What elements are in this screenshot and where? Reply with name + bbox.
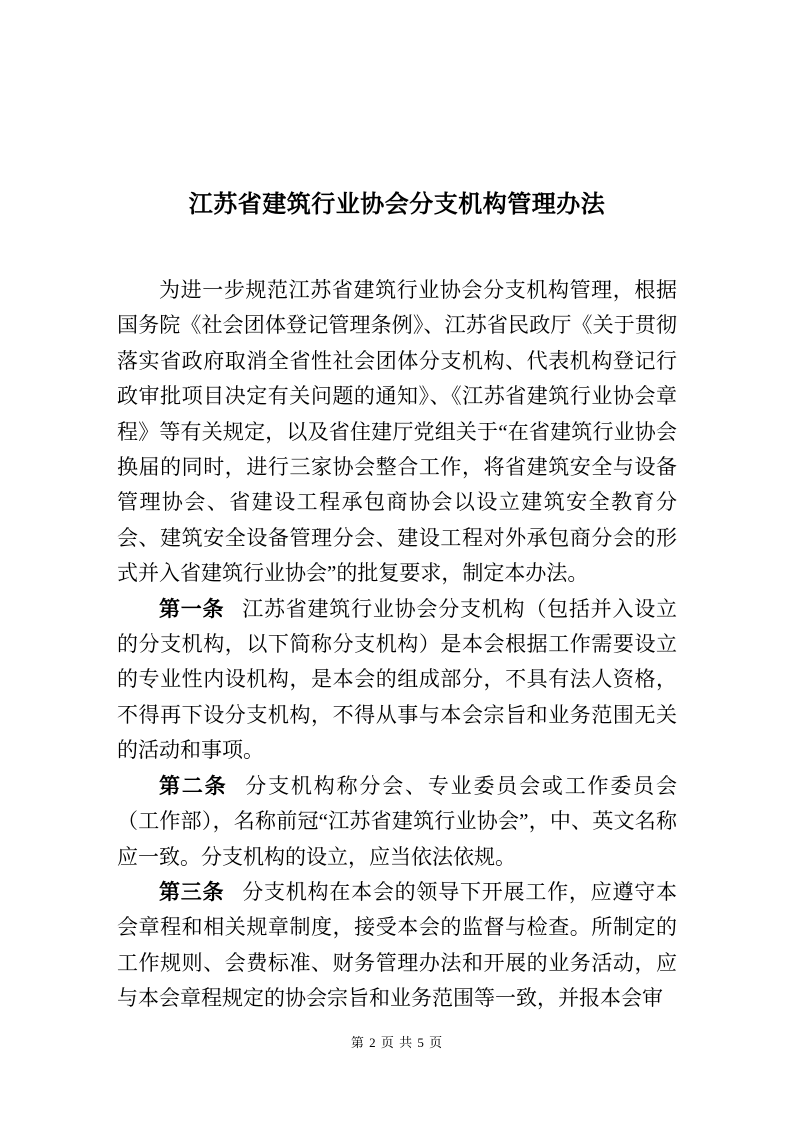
page-number: 第 2 页 共 5 页 [350, 1035, 444, 1050]
paragraph-text: 分支机构在本会的领导下开展工作，应遵守本会章程和相关规章制度，接受本会的监督与检查。所制定的工作规则、会费标准、财务管理办法和开展的业务活动，应与本会章程规定的协会宗旨和业务范围等一致，并报本会审 [117, 879, 678, 1011]
paragraph-article-2 [117, 769, 677, 875]
paragraph-text: 为进一步规范江苏省建筑行业协会分支机构管理，根据国务院《社会团体登记管理条例》、江苏省民政厅《关于贯彻落实省政府取消全省性社会团体分支机构、代表机构登记行政审批项目决定有关问题的通知》、《江苏省建筑行业协会章程》等有关规定，以及省住建厅党组关于“在省建筑行业协会换届的同时，进行三家协会整合工作，将省建筑安全与设备管理协会、省建设工程承包商协会以设立建筑安全教育分会、建筑安全设备管理分会、建设工程对外承包商分会的形式并入省建筑行业协会”的批复要求，制定本办法。 [117, 278, 677, 586]
document-title: 江苏省建筑行业协会分支机构管理办法 [188, 191, 606, 218]
paragraph-text: 分支机构称分会、专业委员会或工作委员会（工作部），名称前冠“江苏省建筑行业协会”，中、英文名称应一致。分支机构的设立，应当依法依规。 [117, 773, 678, 869]
article-label: 第三条 [159, 880, 225, 904]
paragraph-intro [117, 273, 677, 592]
article-label: 第二条 [159, 774, 228, 798]
article-label: 第一条 [159, 597, 225, 621]
paragraph-text: 江苏省建筑行业协会分支机构（包括并入设立的分支机构，以下简称分支机构）是本会根据工作需要设立的专业性内设机构，是本会的组成部分，不具有法人资格，不得再下设分支机构，不得从事与本会宗旨和业务范围无关的活动和事项。 [117, 596, 678, 763]
paragraph-article-1 [117, 592, 677, 769]
page-footer [0, 1033, 794, 1053]
paragraph-article-3 [117, 875, 677, 1017]
